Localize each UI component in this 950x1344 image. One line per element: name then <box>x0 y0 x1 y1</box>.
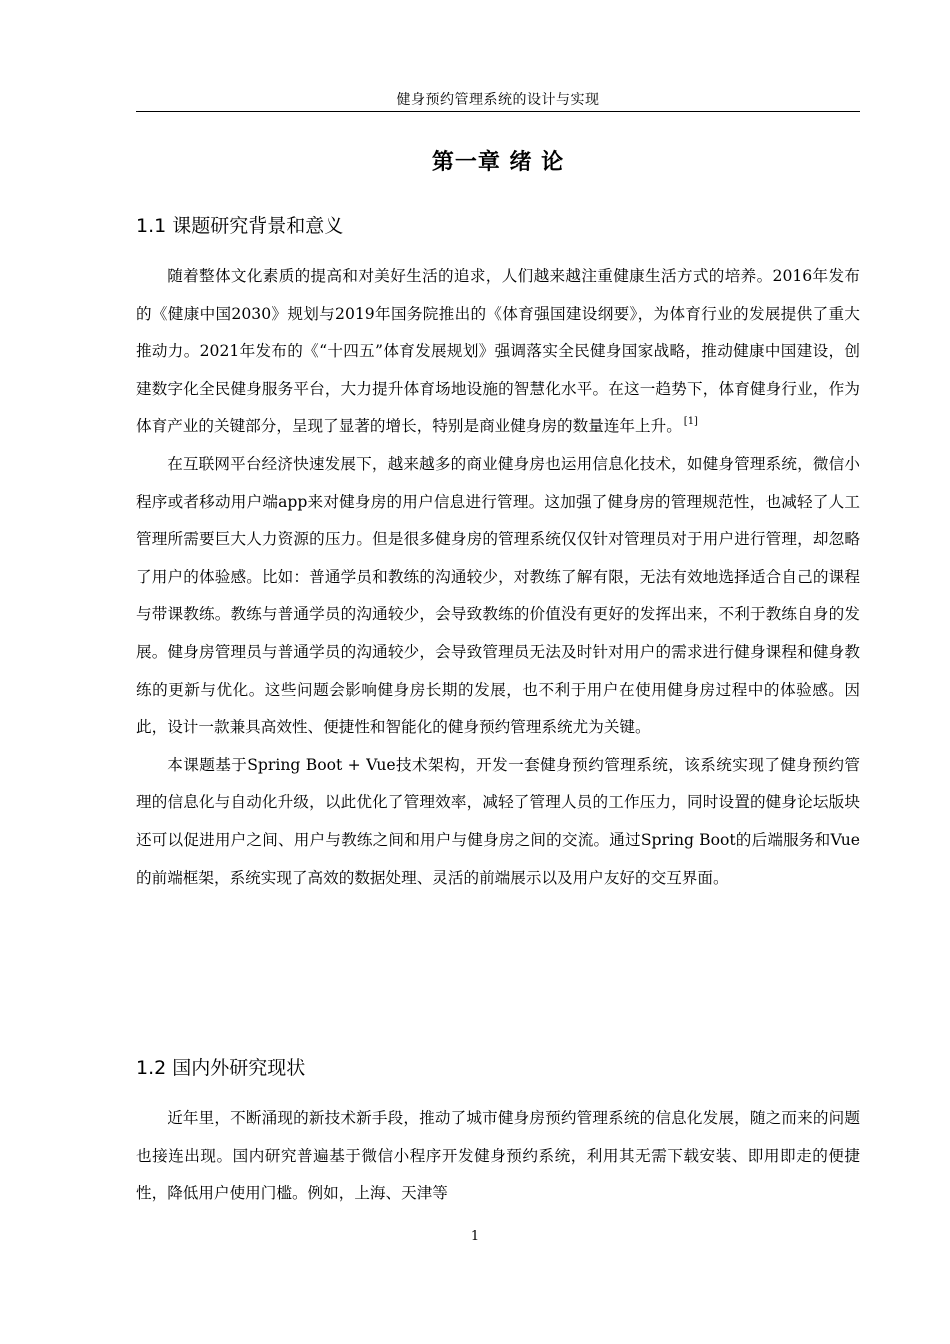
section-1-1-body <box>136 258 860 897</box>
paragraph <box>136 258 860 446</box>
section-heading-1-2 <box>136 1055 860 1081</box>
paragraph <box>136 1100 860 1213</box>
paragraph-text: 随着整体文化素质的提高和对美好生活的追求，人们越来越注重健康生活方式的培养。2016年发布的《健康中国2030》规划与2019年国务院推出的《体育强国建设纲要》，为体育行业的发展提供了重大推动力。2021年发布的《“十四五”体育发展规划》强调落实全民健身国家战略，推动健康中国建设，创建数字化全民健身服务平台，大力提升体育场地设施的智慧化水平。在这一趋势下，体育健身行业，作为体育产业的关键部分，呈现了显著的增长，特别是商业健身房的数量连年上升。 <box>136 267 860 436</box>
section-1-2-body <box>136 1100 860 1213</box>
citation-marker: [1] <box>683 416 698 428</box>
paragraph-text: 本课题基于Spring Boot + Vue技术架构，开发一套健身预约管理系统，该系统实现了健身预约管理的信息化与自动化升级，以此优化了管理效率，减轻了管理人员的工作压力，同时设置的健身论坛版块还可以促进用户之间、用户与教练之间和用户与健身房之间的交流。通过Spring Boot的后端服务和Vue的前端框架，系统实现了高效的数据处理、灵活的前端展示以及用户友好的交互界面。 <box>136 755 860 887</box>
section-number: 1.2 <box>136 1057 167 1079</box>
paragraph-text: 近年里，不断涌现的新技术新手段，推动了城市健身房预约管理系统的信息化发展，随之而来的问题也接连出现。国内研究普遍基于微信小程序开发健身预约系统，利用其无需下载安装、即用即走的便捷性，降低用户使用门槛。例如，上海、天津等 <box>136 1109 860 1203</box>
section-title-text: 课题研究背景和意义 <box>172 215 344 237</box>
chapter-title: 第一章 绪 论 <box>431 150 565 175</box>
running-header: 健身预约管理系统的设计与实现 <box>396 92 600 108</box>
header-rule <box>136 111 860 112</box>
paragraph <box>136 446 860 747</box>
section-title-text: 国内外研究现状 <box>172 1057 306 1079</box>
page-number: 1 <box>470 1229 480 1244</box>
section-heading-1-1 <box>136 213 860 239</box>
section-number: 1.1 <box>136 215 167 237</box>
paragraph-text: 在互联网平台经济快速发展下，越来越多的商业健身房也运用信息化技术，如健身管理系统，微信小程序或者移动用户端app来对健身房的用户信息进行管理。这加强了健身房的管理规范性，也减轻了人工管理所需要巨大人力资源的压力。但是很多健身房的管理系统仅仅针对管理员对于用户进行管理，却忽略了用户的体验感。比如：普通学员和教练的沟通较少，对教练了解有限，无法有效地选择适合自己的课程与带课教练。教练与普通学员的沟通较少，会导致教练的价值没有更好的发挥出来，不利于教练自身的发展。健身房管理员与普通学员的沟通较少，会导致管理员无法及时针对用户的需求进行健身课程和健身教练的更新与优化。这些问题会影响健身房长期的发展，也不利于用户在使用健身房过程中的体验感。因此，设计一款兼具高效性、便捷性和智能化的健身预约管理系统尤为关键。 <box>136 454 860 737</box>
paragraph <box>136 747 860 897</box>
